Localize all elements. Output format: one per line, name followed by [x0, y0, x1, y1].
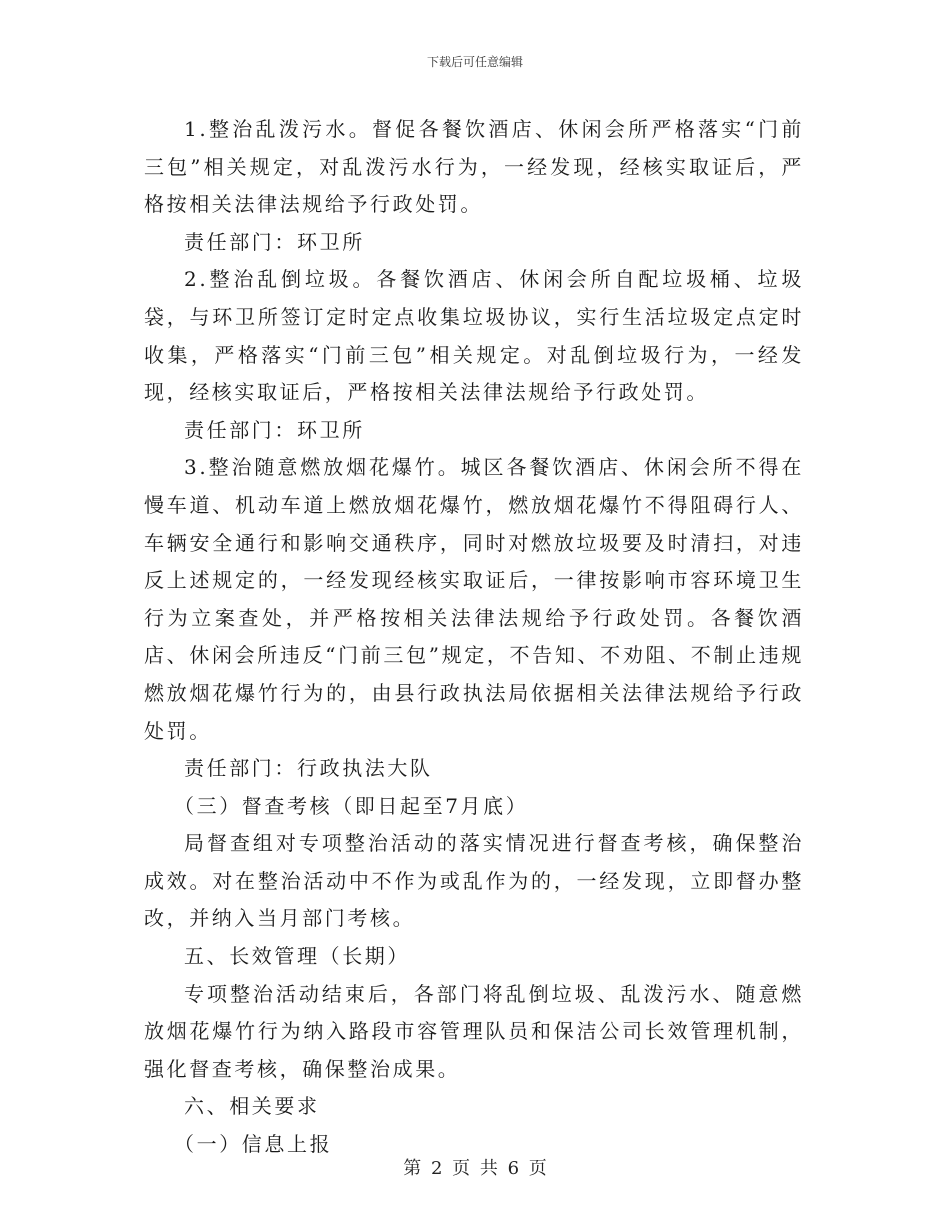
page-header: 下载后可任意编辑: [426, 55, 523, 69]
responsibility-line-2: 责任部门：环卫所: [184, 417, 365, 442]
section-heading-long-term: 五、长效管理（长期）: [184, 944, 410, 969]
document-body: [144, 111, 804, 1164]
paragraph-item-3: 3.整治随意燃放烟花爆竹。城区各餐饮酒店、休闲会所不得在慢车道、机动车道上燃放烟花爆竹，燃放烟花爆竹不得阻碍行人、车辆安全通行和影响交通秩序，同时对燃放垃圾要及时清扫，对违反上述规定的，一经发现经核实取证后，一律按影响市容环境卫生行为立案查处，并严格按相关法律法规给予行政处罚。各餐饮酒店、休闲会所违反“门前三包”规定，不告知、不劝阻、不制止违规燃放烟花爆竹行为的，由县行政执法局依据相关法律法规给予行政处罚。: [144, 455, 804, 743]
paragraph-long-term: 专项整治活动结束后，各部门将乱倒垃圾、乱泼污水、随意燃放烟花爆竹行为纳入路段市容管理队员和保洁公司长效管理机制，强化督查考核，确保整治成果。: [144, 981, 804, 1081]
paragraph-item-1: 1.整治乱泼污水。督促各餐饮酒店、休闲会所严格落实“门前三包”相关规定，对乱泼污水行为，一经发现，经核实取证后，严格按相关法律法规给予行政处罚。: [144, 117, 804, 217]
section-heading-inspection: （三）督查考核（即日起至7月底）: [174, 793, 529, 818]
section-heading-requirements: 六、相关要求: [184, 1094, 320, 1119]
responsibility-line-1: 责任部门：环卫所: [184, 229, 365, 254]
paragraph-item-2: 2.整治乱倒垃圾。各餐饮酒店、休闲会所自配垃圾桶、垃圾袋，与环卫所签订定时定点收集垃圾协议，实行生活垃圾定点定时收集，严格落实“门前三包”相关规定。对乱倒垃圾行为，一经发现，经核实取证后，严格按相关法律法规给予行政处罚。: [144, 267, 804, 405]
paragraph-inspection: 局督查组对专项整治活动的落实情况进行督查考核，确保整治成效。对在整治活动中不作为或乱作为的，一经发现，立即督办整改，并纳入当月部门考核。: [144, 831, 804, 931]
page-number: 第 2 页 共 6 页: [403, 1158, 547, 1179]
responsibility-line-3: 责任部门：行政执法大队: [184, 756, 433, 781]
subsection-heading-info-report: （一）信息上报: [174, 1132, 333, 1157]
